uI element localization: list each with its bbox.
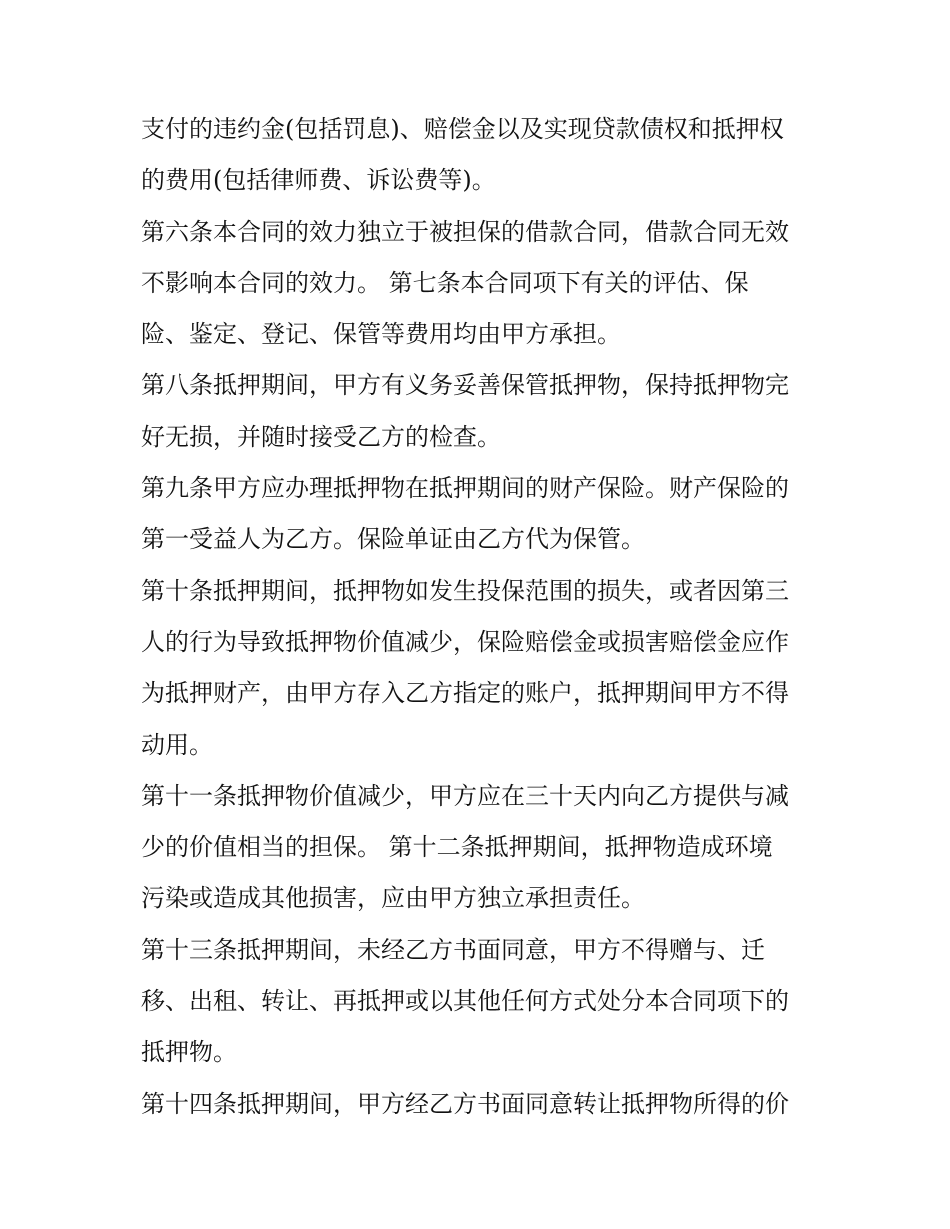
text-line: 第十条抵押期间，抵押物如发生投保范围的损失，或者因第三	[141, 576, 789, 605]
text-line: 第十一条抵押物价值减少，甲方应在三十天内向乙方提供与减	[141, 781, 789, 810]
text-line: 第十四条抵押期间，甲方经乙方书面同意转让抵押物所得的价	[141, 1089, 789, 1118]
text-line: 好无损，并随时接受乙方的检查。	[141, 422, 501, 451]
text-line: 第一受益人为乙方。保险单证由乙方代为保管。	[141, 525, 645, 554]
text-line: 支付的违约金(包括罚息)、赔偿金以及实现贷款债权和抵押权	[141, 115, 784, 143]
text-line: 第六条本合同的效力独立于被担保的借款合同，借款合同无效	[141, 217, 789, 246]
contract-text	[141, 104, 831, 1130]
text-line: 第八条抵押期间，甲方有义务妥善保管抵押物，保持抵押物完	[141, 371, 789, 400]
text-line: 第十三条抵押期间，未经乙方书面同意，甲方不得赠与、迁	[141, 935, 765, 964]
text-line: 人的行为导致抵押物价值减少，保险赔偿金或损害赔偿金应作	[141, 627, 789, 656]
text-line: 不影响本合同的效力。 第七条本合同项下有关的评估、保	[141, 268, 749, 297]
text-line: 抵押物。	[141, 1038, 237, 1067]
text-line: 少的价值相当的担保。 第十二条抵押期间，抵押物造成环境	[141, 833, 773, 862]
text-line: 移、出租、转让、再抵押或以其他任何方式处分本合同项下的	[141, 987, 789, 1016]
text-line: 动用。	[141, 730, 213, 759]
text-line: 的费用(包括律师费、诉讼费等)。	[141, 166, 496, 195]
text-line: 第九条甲方应办理抵押物在抵押期间的财产保险。财产保险的	[141, 474, 789, 503]
text-line: 险、鉴定、登记、保管等费用均由甲方承担。	[141, 320, 621, 349]
text-line: 为抵押财产，由甲方存入乙方指定的账户，抵押期间甲方不得	[141, 679, 789, 708]
text-line: 污染或造成其他损害，应由甲方独立承担责任。	[141, 884, 645, 913]
